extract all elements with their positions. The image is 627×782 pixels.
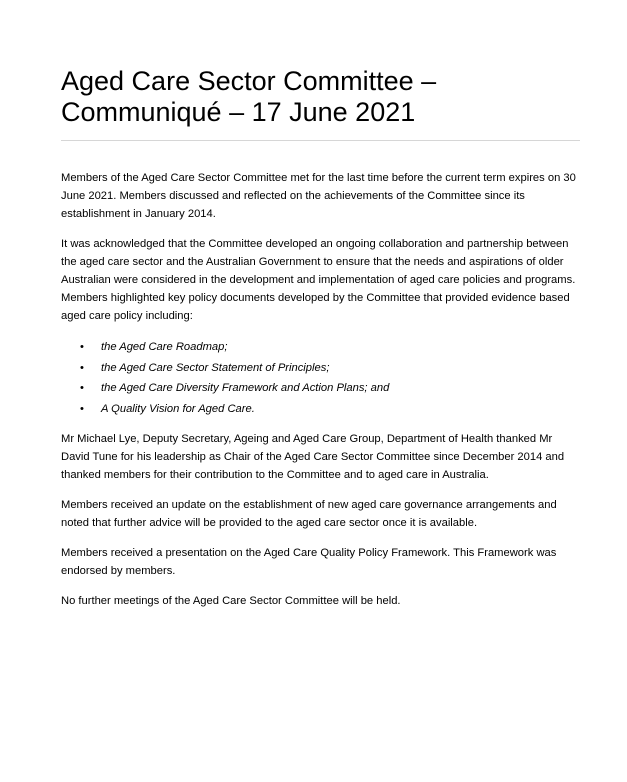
list-item xyxy=(61,378,581,399)
policy-document-list xyxy=(61,337,581,419)
bullet-icon: • xyxy=(80,341,84,353)
paragraph-governance-update: Members received an update on the establishment of new aged care governance arrangements and noted that further advice will be provided to the aged care sector once it is available. xyxy=(61,499,557,529)
list-item xyxy=(61,358,581,379)
paragraph-closing: No further meetings of the Aged Care Sector Committee will be held. xyxy=(61,595,401,607)
paragraph-quality-framework: Members received a presentation on the Aged Care Quality Policy Framework. This Framework was endorsed by members. xyxy=(61,547,557,577)
list-item xyxy=(61,399,581,420)
list-item-text: the Aged Care Diversity Framework and Action Plans; and xyxy=(101,382,390,394)
paragraph-collaboration: It was acknowledged that the Committee developed an ongoing collaboration and partnership between the aged care sector and the Australian Government to ensure that the needs and aspirations of older Australian were considered in the development and implementation of aged care policies and programs. Members highlighted key policy documents developed by the Committee that provided evidence based aged care policy including: xyxy=(61,238,576,322)
title-line-2: Communiqué – 17 June 2021 xyxy=(61,97,416,127)
page-title xyxy=(61,66,581,128)
list-item-text: the Aged Care Roadmap; xyxy=(101,341,228,353)
list-item xyxy=(61,337,581,358)
list-item-text: A Quality Vision for Aged Care. xyxy=(101,402,255,415)
paragraph-meeting-summary: Members of the Aged Care Sector Committee met for the last time before the current term expires on 30 June 2021. Members discussed and reflected on the achievements of the Committee since its establishment in January 2014. xyxy=(61,172,576,220)
bullet-icon: • xyxy=(80,402,84,415)
list-item-text: the Aged Care Sector Statement of Principles; xyxy=(101,361,330,374)
bullet-icon: • xyxy=(80,382,84,394)
title-divider xyxy=(61,140,580,141)
title-line-1: Aged Care Sector Committee – xyxy=(61,66,437,96)
document-body xyxy=(61,169,581,622)
paragraph-thanks: Mr Michael Lye, Deputy Secretary, Ageing and Aged Care Group, Department of Health thanked Mr David Tune for his leadership as Chair of the Aged Care Sector Committee since December 2014 and thanked members for their contribution to the Committee and to aged care in Australia. xyxy=(61,433,565,481)
bullet-icon: • xyxy=(80,361,84,374)
